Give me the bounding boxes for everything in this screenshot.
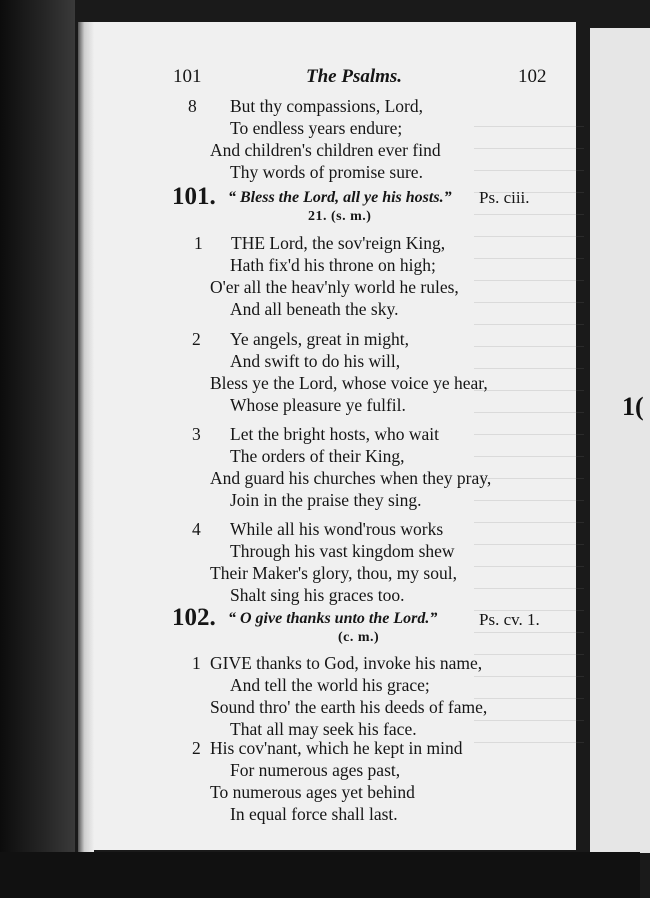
verse-line: Let the bright hosts, who wait bbox=[230, 424, 440, 444]
verse-line: To endless years endure; bbox=[230, 118, 403, 138]
verse-line: While all his wond'rous works bbox=[230, 519, 444, 539]
verse-line: For numerous ages past, bbox=[230, 760, 401, 780]
book-binding-shadow bbox=[0, 0, 75, 898]
book-spine bbox=[78, 22, 94, 852]
facing-page-edge bbox=[590, 28, 650, 853]
verse-line: Ye angels, great in might, bbox=[230, 329, 410, 349]
verse-line: And swift to do his will, bbox=[230, 351, 401, 371]
verse-line: That all may seek his face. bbox=[230, 719, 417, 739]
tune-meter: 21. (s. m.) bbox=[308, 209, 372, 224]
verse-line: In equal force shall last. bbox=[230, 804, 398, 824]
stanza-number: 2 bbox=[192, 329, 201, 349]
verse-line: To numerous ages yet behind bbox=[210, 782, 415, 802]
verse-line: Whose pleasure ye fulfil. bbox=[230, 395, 406, 415]
scripture-reference: Ps. cv. 1. bbox=[479, 610, 540, 629]
verse-line: And guard his churches when they pray, bbox=[210, 468, 492, 488]
page-number-right: 102 bbox=[518, 66, 547, 87]
stanza-number: 8 bbox=[188, 96, 197, 116]
verse-line: Sound thro' the earth his deeds of fame, bbox=[210, 697, 488, 717]
hymn-number: 101. bbox=[172, 183, 216, 210]
hymn-title: “ Bless the Lord, all ye his hosts.” bbox=[228, 189, 452, 206]
scripture-reference: Ps. ciii. bbox=[479, 188, 530, 207]
verse-line: Hath fix'd his throne on high; bbox=[230, 255, 436, 275]
stanza-number: 3 bbox=[192, 424, 201, 444]
hymn-number: 102. bbox=[172, 604, 216, 631]
verse-line: O'er all the heav'nly world he rules, bbox=[210, 277, 459, 297]
facing-page-mark: 1( bbox=[622, 392, 644, 421]
page-number-left: 101 bbox=[173, 66, 202, 87]
verse-line: GIVE thanks to God, invoke his name, bbox=[210, 653, 483, 673]
stanza-number: 1 bbox=[194, 233, 203, 253]
verse-line: THE Lord, the sov'reign King, bbox=[231, 233, 446, 253]
verse-line: Shalt sing his graces too. bbox=[230, 585, 405, 605]
verse-line: Bless ye the Lord, whose voice ye hear, bbox=[210, 373, 488, 393]
verse-line: The orders of their King, bbox=[230, 446, 405, 466]
verse-line: Their Maker's glory, thou, my soul, bbox=[210, 563, 457, 583]
verse-line: Thy words of promise sure. bbox=[230, 162, 423, 182]
running-title: The Psalms. bbox=[306, 66, 403, 87]
tune-meter: (c. m.) bbox=[338, 630, 380, 645]
book-page bbox=[94, 22, 576, 850]
stanza-number: 2 bbox=[192, 738, 201, 758]
hymn-title: “ O give thanks unto the Lord.” bbox=[228, 610, 438, 627]
bottom-shadow bbox=[0, 852, 640, 898]
verse-line: But thy compassions, Lord, bbox=[230, 96, 423, 116]
verse-line: And all beneath the sky. bbox=[230, 299, 399, 319]
verse-line: His cov'nant, which he kept in mind bbox=[210, 738, 463, 758]
verse-line: Join in the praise they sing. bbox=[230, 490, 422, 510]
verse-line: And tell the world his grace; bbox=[230, 675, 430, 695]
verse-line: And children's children ever find bbox=[210, 140, 441, 160]
bleed-through-shadow bbox=[474, 112, 584, 752]
stanza-number: 4 bbox=[192, 519, 201, 539]
verse-line: Through his vast kingdom shew bbox=[230, 541, 455, 561]
stanza-number: 1 bbox=[192, 653, 201, 673]
